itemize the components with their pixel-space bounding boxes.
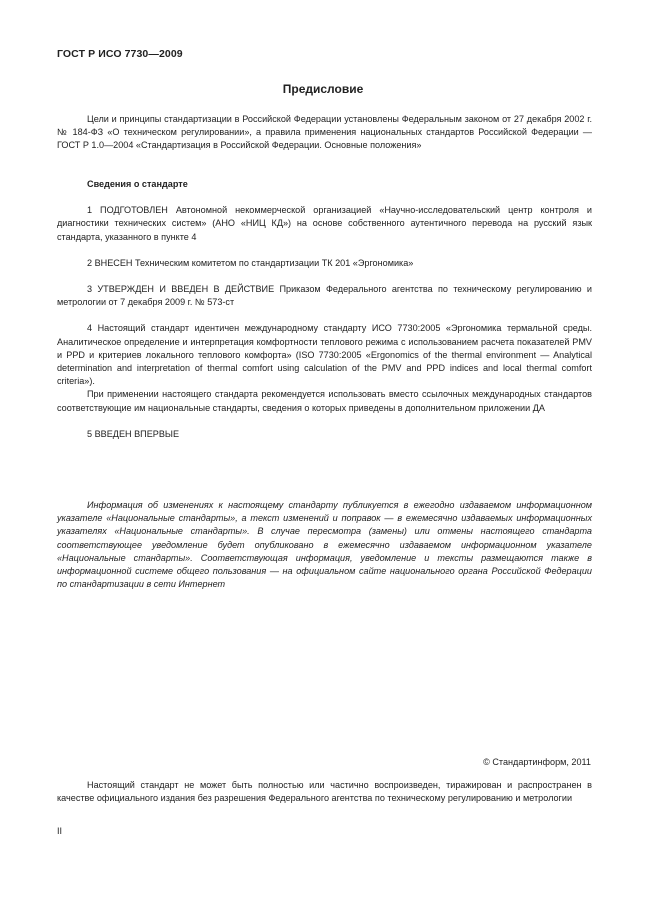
page-title: Предисловие	[282, 82, 364, 96]
item-4-note: При применении настоящего стандарта рекомендуется использовать вместо ссылочных международных стандартов соответствующие им национальные стандарты, сведения о которых приведены в дополнительном приложении ДА	[57, 389, 592, 413]
section-heading: Сведения о стандарте	[87, 179, 188, 189]
item-2: 2 ВНЕСЕН Техническим комитетом по стандартизации ТК 201 «Эргономика»	[87, 257, 414, 268]
item-5: 5 ВВЕДЕН ВПЕРВЫЕ	[87, 428, 180, 439]
document-code: ГОСТ Р ИСО 7730—2009	[57, 48, 183, 60]
intro-block	[57, 113, 592, 153]
standard-info-block	[57, 178, 592, 441]
notice-paragraph: Информация об изменениях к настоящему стандарту публикуется в ежегодно издаваемом информационном указателе «Национальные стандарты», а текст изменений и поправок — в ежемесячно издаваемых информационных указателях «Национальные стандарты». В случае пересмотра (замены) или отмены настоящего стандарта соответствующее уведомление будет опубликовано в ежемесячно издаваемом информационном указателе «Национальные стандарты». Соответствующая информация, уведомление и тексты размещаются также в информационной системе общего пользования — на официальном сайте национального органа Российской Федерации по стандартизации в сети Интернет	[57, 500, 592, 590]
legal-paragraph: Настоящий стандарт не может быть полностью или частично воспроизведен, тиражирован и распространен в качестве официального издания без разрешения Федерального агентства по техническому регулированию и метрологии	[57, 780, 592, 804]
item-3: 3 УТВЕРЖДЕН И ВВЕДЕН В ДЕЙСТВИЕ Приказом Федерального агентства по техническому регулированию и метрологии от 7 декабря 2009 г. № 573-ст	[57, 284, 592, 308]
copyright: © Стандартинформ, 2011	[483, 757, 591, 767]
page-number: II	[57, 826, 63, 836]
intro-paragraph: Цели и принципы стандартизации в Российской Федерации установлены Федеральным законом от 27 декабря 2002 г. № 184-ФЗ «О техническом регулировании», а правила применения национальных стандартов Российской Федерации — ГОСТ Р 1.0—2004 «Стандартизация в Российской Федерации. Основные положения»	[57, 114, 592, 151]
notice-block	[57, 499, 592, 591]
item-4: 4 Настоящий стандарт идентичен международному стандарту ИСО 7730:2005 «Эргономика термальной среды. Аналитическое определение и интерпретация комфортности теплового режима с использованием расчета показателей PMV и PPD и критериев локального теплового комфорта» (ISO 7730:2005 «Ergonomics of the thermal environment — Analytical determination and interpretation of thermal comfort using calculation of the PMV and PPD indices and local thermal comfort criteria»).	[57, 323, 592, 387]
legal-block	[57, 779, 592, 805]
item-1: 1 ПОДГОТОВЛЕН Автономной некоммерческой организацией «Научно-исследовательский центр контроля и диагностики технических систем» (АНО «НИЦ КД») на основе собственного аутентичного перевода на русский язык стандарта, указанного в пункте 4	[57, 205, 592, 242]
